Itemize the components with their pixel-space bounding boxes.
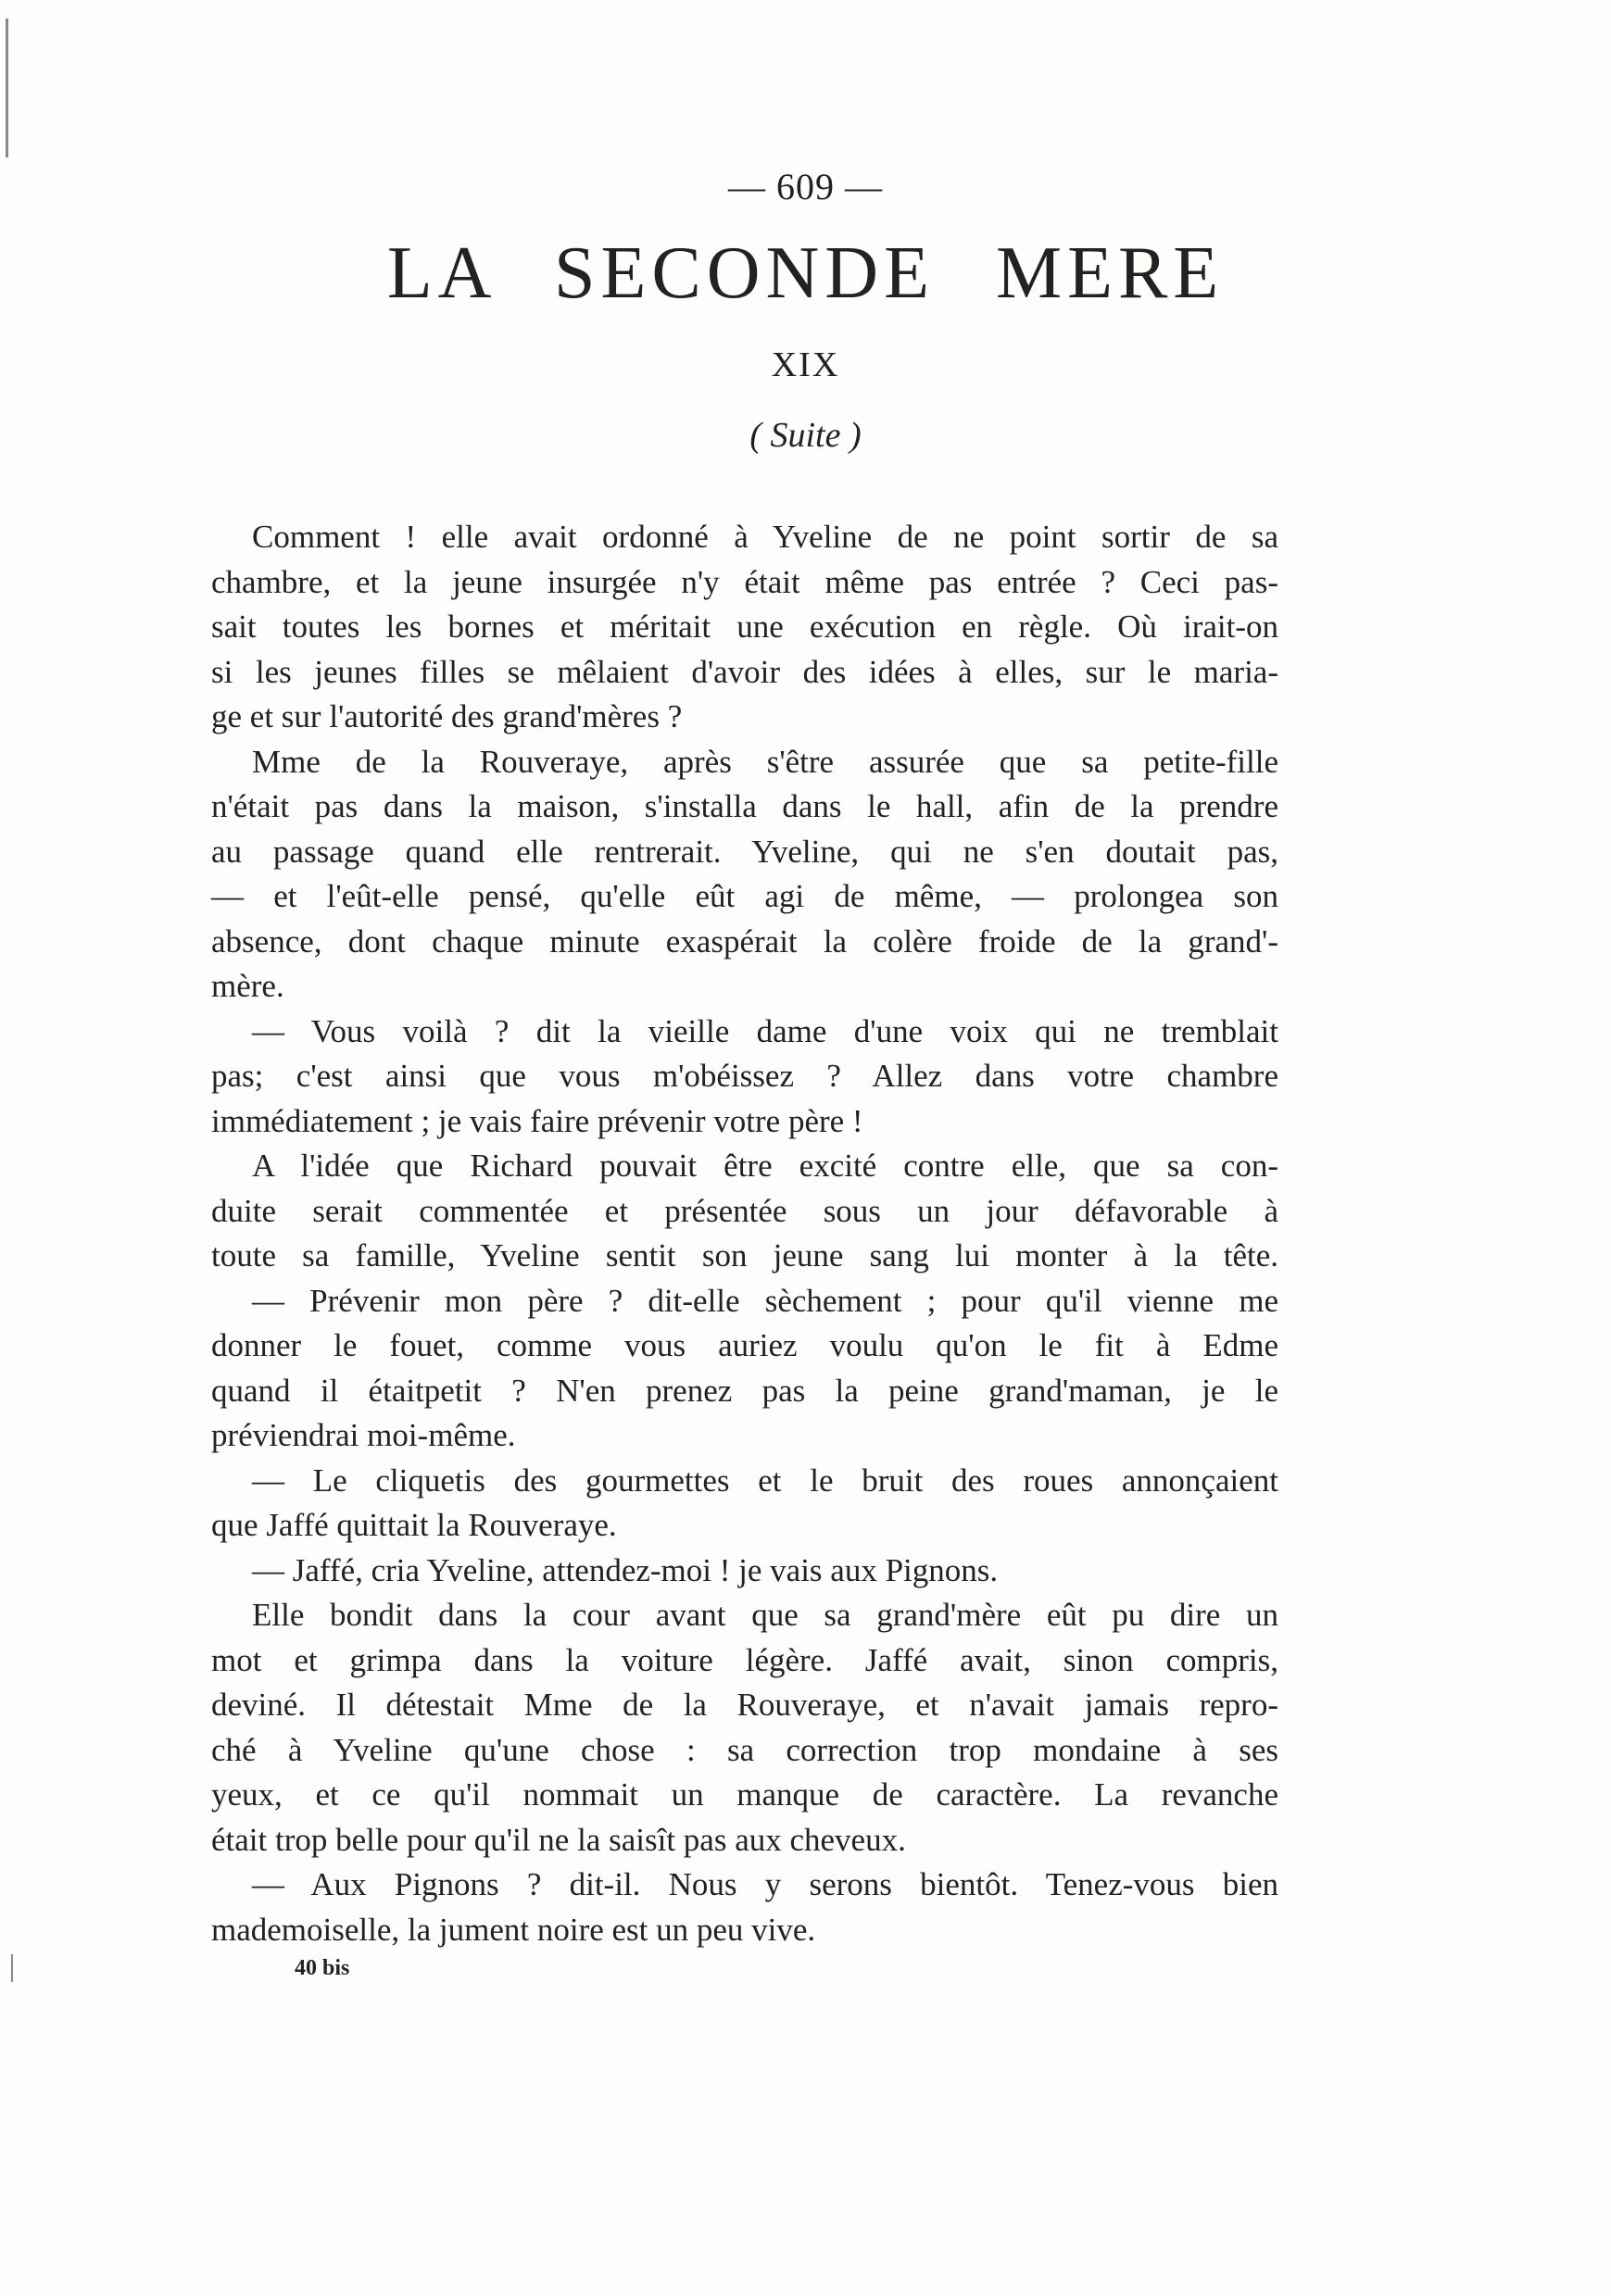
text-line: yeux, et ce qu'il nommait un manque de caractère. La revanche (211, 1776, 1278, 1813)
text-line: — Aux Pignons ? dit-il. Nous y serons bientôt. Tenez-vous bien (252, 1866, 1278, 1902)
text-line: au passage quand elle rentrerait. Yveline, qui ne s'en doutait pas, (211, 833, 1278, 870)
text-line: Elle bondit dans la cour avant que sa grand'mère eût pu dire un (252, 1597, 1278, 1633)
continuation-label: ( Suite ) (749, 416, 862, 455)
text-line: quand il étaitpetit ? N'en prenez pas la peine grand'maman, je le (211, 1372, 1278, 1409)
text-line: chambre, et la jeune insurgée n'y était même pas entrée ? Ceci pas- (211, 563, 1278, 600)
signature-mark: 40 bis (295, 1956, 350, 1980)
continuation-note (0, 415, 1611, 456)
text-line: — Prévenir mon père ? dit-elle sèchement ; pour qu'il vienne me (252, 1282, 1278, 1319)
text-line: pas; c'est ainsi que vous m'obéissez ? Allez dans votre chambre (211, 1058, 1278, 1094)
text-line: sait toutes les bornes et méritait une exécution en règle. Où irait-on (211, 609, 1278, 645)
text-line: si les jeunes filles se mêlaient d'avoir des idées à elles, sur le maria- (211, 653, 1278, 690)
text-line: ge et sur l'autorité des grand'mères ? (211, 698, 683, 734)
text-line: duite serait commentée et présentée sous un jour défavorable à (211, 1192, 1278, 1229)
text-line: Mme de la Rouveraye, après s'être assurée que sa petite-fille (252, 743, 1278, 780)
text-line: — Le cliquetis des gourmettes et le bruit des roues annonçaient (252, 1462, 1278, 1499)
text-line: mademoiselle, la jument noire est un peu vive. (211, 1911, 816, 1948)
scan-edge-mark-lower (11, 1954, 13, 1982)
text-line: Comment ! elle avait ordonné à Yveline de ne point sortir de sa (252, 519, 1278, 555)
chapter-number: XIX (771, 345, 840, 384)
text-line: deviné. Il détestait Mme de la Rouveraye, et n'avait jamais repro- (211, 1687, 1278, 1723)
text-line: toute sa famille, Yveline sentit son jeune sang lui monter à la tête. (211, 1237, 1278, 1273)
text-line: n'était pas dans la maison, s'installa dans le hall, afin de la prendre (211, 788, 1278, 824)
text-line: — Vous voilà ? dit la vieille dame d'une voix qui ne tremblait (252, 1012, 1278, 1049)
page-number: — 609 — (728, 166, 883, 207)
text-line: que Jaffé quittait la Rouveraye. (211, 1507, 617, 1543)
text-line: ché à Yveline qu'une chose : sa correction trop mondaine à ses (211, 1731, 1278, 1768)
page-title: LA SECONDE MERE (386, 232, 1225, 314)
text-line: A l'idée que Richard pouvait être excité contre elle, que sa con- (252, 1148, 1278, 1184)
text-line: — Jaffé, cria Yveline, attendez-moi ! je vais aux Pignons. (252, 1551, 999, 1588)
text-line: immédiatement ; je vais faire prévenir votre père ! (211, 1102, 863, 1139)
text-line: préviendrai moi-même. (211, 1417, 516, 1453)
text-line: mot et grimpa dans la voiture légère. Jaffé avait, sinon compris, (211, 1641, 1278, 1678)
text-line: absence, dont chaque minute exaspérait la colère froide de la grand'- (211, 922, 1278, 960)
body-text (211, 515, 1278, 1952)
text-line: — et l'eût-elle pensé, qu'elle eût agi de même, — prolongea son (211, 878, 1278, 914)
text-line: donner le fouet, comme vous auriez voulu qu'on le fit à Edme (211, 1327, 1278, 1363)
text-line: mère. (211, 968, 284, 1004)
text-line: était trop belle pour qu'il ne la saisît pas aux cheveux. (211, 1821, 906, 1858)
scan-edge-mark (6, 19, 8, 157)
